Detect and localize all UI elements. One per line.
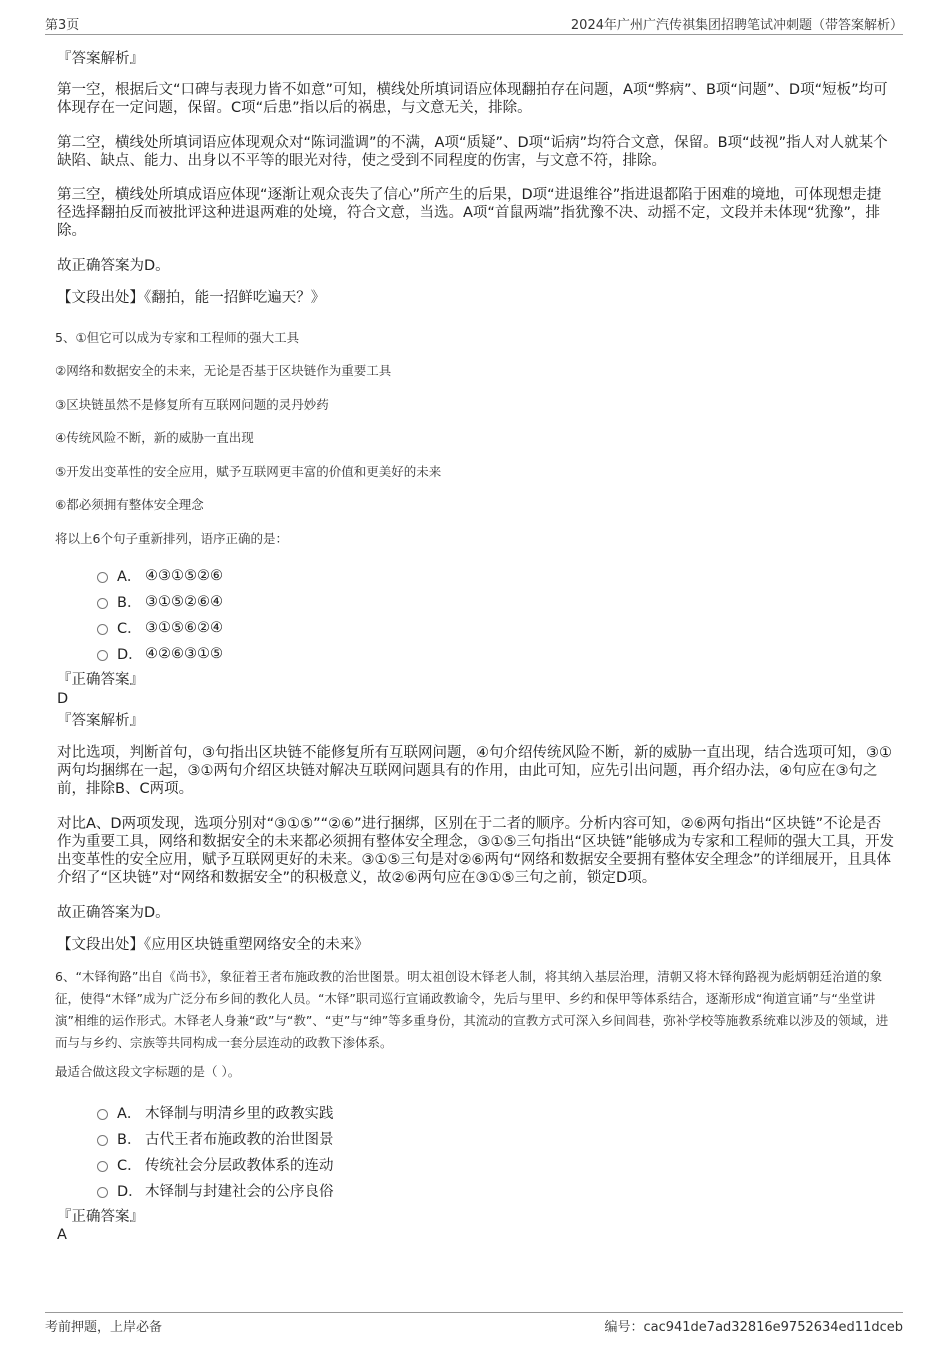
page-footer [45,1312,903,1335]
q5-option-c[interactable]: C． ③①⑤⑥②④ [97,617,223,638]
analysis-paragraph-2: 第二空，横线处所填词语应体现观众对“陈词滥调”的不满，A项“质疑”、D项“诟病”均符合文意，保留。B项“歧视”指人对人就某个缺陷、缺点、能力、出身以不平等的眼光对待，使之受到不同程度的伤害，与文意不符，排除。 [57,135,888,169]
q5-sentence-1: 5、①但它可以成为专家和工程师的强大工具 [55,330,300,345]
q6-passage: 6、“木铎徇路”出自《尚书》，象征着王者布施政教的治世图景。明太祖创设木铎老人制，将其纳入基层治理，清朝又将木铎徇路视为彪炳朝廷治道的象征，使得“木铎”成为广泛分布乡间的教化人员。“木铎”职司巡行宣诵政教谕令，先后与里甲、乡约和保甲等体系结合，逐渐形成“徇道宣诵”与“坐堂讲演”相维的运作形式。木铎老人身兼“政”与“教”、“吏”与“绅”等多重身份，其流动的宣教方式可深入乡间闾巷，弥补学校等施教系统难以涉及的领域，进而与与乡约、宗族等共同构成一套分层连动的政教下渗体系。 [55,969,889,1050]
page-header [45,12,903,35]
q5-answer: D [57,691,69,707]
radio-icon[interactable] [97,624,108,635]
radio-icon[interactable] [97,572,108,583]
q6-answer-label: 『正确答案』 [57,1209,144,1225]
q6-option-c[interactable]: C． 传统社会分层政教体系的连动 [97,1154,334,1175]
analysis-paragraph-3: 第三空，横线处所填成语应体现“逐渐让观众丧失了信心”所产生的后果，D项“进退维谷”指进退都陷于困难的境地，可体现想走捷径选择翻拍反而被批评这种进退两难的处境，符合文意，当选。A项“首鼠两端”指犹豫不决、动摇不定，文段并未体现“犹豫”，排除。 [57,187,882,239]
q5-sentence-2: ②网络和数据安全的未来，无论是否基于区块链作为重要工具 [55,363,392,378]
q5-analysis-paragraph-1: 对比选项，判断首句，③句指出区块链不能修复所有互联网问题，④句介绍传统风险不断，新的威胁一直出现，结合选项可知，③①两句均捆绑在一起，③①两句介绍区块链对解决互联网问题具有的作用，由此可知，应先引出问题，再介绍办法，④句应在③句之前，排除B、C两项。 [57,745,892,797]
q5-sentence-3: ③区块链虽然不是修复所有互联网问题的灵丹妙药 [55,397,329,412]
q5-option-b[interactable]: B． ③①⑤②⑥④ [97,591,223,612]
q5-option-d[interactable]: D． ④②⑥③①⑤ [97,643,223,664]
document-id: 编号：cac941de7ad32816e9752634ed11dceb [604,1320,903,1335]
q5-conclusion: 故正确答案为D。 [57,905,170,921]
q5-sentence-6: ⑥都必须拥有整体安全理念 [55,497,204,512]
source-citation: 【文段出处】《翻拍，能一招鲜吃遍天？》 [57,290,326,306]
q6-option-b[interactable]: B． 古代王者布施政教的治世图景 [97,1128,334,1149]
analysis-label: 『答案解析』 [57,51,144,67]
q5-option-a[interactable]: A． ④③①⑤②⑥ [97,565,223,586]
q5-answer-label: 『正确答案』 [57,672,144,688]
document-title: 2024年广州广汽传祺集团招聘笔试冲刺题（带答案解析） [570,18,903,33]
page-number: 第3页 [45,18,80,33]
q6-prompt: 最适合做这段文字标题的是（ ）。 [55,1064,241,1079]
q5-analysis-label: 『答案解析』 [57,713,144,729]
footer-slogan: 考前押题，上岸必备 [45,1320,163,1335]
q5-prompt: 将以上6个句子重新排列，语序正确的是： [55,531,288,546]
radio-icon[interactable] [97,1161,108,1172]
q5-sentence-4: ④传统风险不断，新的威胁一直出现 [55,430,254,445]
radio-icon[interactable] [97,650,108,661]
q6-answer: A [57,1227,67,1243]
q5-source-citation: 【文段出处】《应用区块链重塑网络安全的未来》 [57,937,369,953]
radio-icon[interactable] [97,598,108,609]
radio-icon[interactable] [97,1135,108,1146]
q5-analysis-paragraph-2: 对比A、D两项发现，选项分别对“③①⑤”“②⑥”进行捆绑，区别在于二者的顺序。分析内容可知，②⑥两句指出“区块链”不论是否作为重要工具，网络和数据安全的未来都必须拥有整体安全理念，③①⑤三句指出“区块链”能够成为专家和工程师的强大工具，开发出变革性的安全应用，赋予互联网更好的未来。③①⑤三句是对②⑥两句“网络和数据安全要拥有整体安全理念”的详细展开，且具体介绍了“区块链”对“网络和数据安全”的积极意义，故②⑥两句应在③①⑤三句之前，锁定D项。 [57,816,895,886]
q6-option-d[interactable]: D． 木铎制与封建社会的公序良俗 [97,1180,334,1201]
radio-icon[interactable] [97,1187,108,1198]
q5-sentence-5: ⑤开发出变革性的安全应用，赋予互联网更丰富的价值和更美好的未来 [55,464,442,479]
analysis-paragraph-1: 第一空，根据后文“口碑与表现力皆不如意”可知，横线处所填词语应体现翻拍存在问题，A项“弊病”、B项“问题”、D项“短板”均可体现存在一定问题，保留。C项“后患”指以后的祸患，与文意无关，排除。 [57,82,888,116]
analysis-conclusion: 故正确答案为D。 [57,258,170,274]
q6-option-a[interactable]: A． 木铎制与明清乡里的政教实践 [97,1102,334,1123]
radio-icon[interactable] [97,1109,108,1120]
